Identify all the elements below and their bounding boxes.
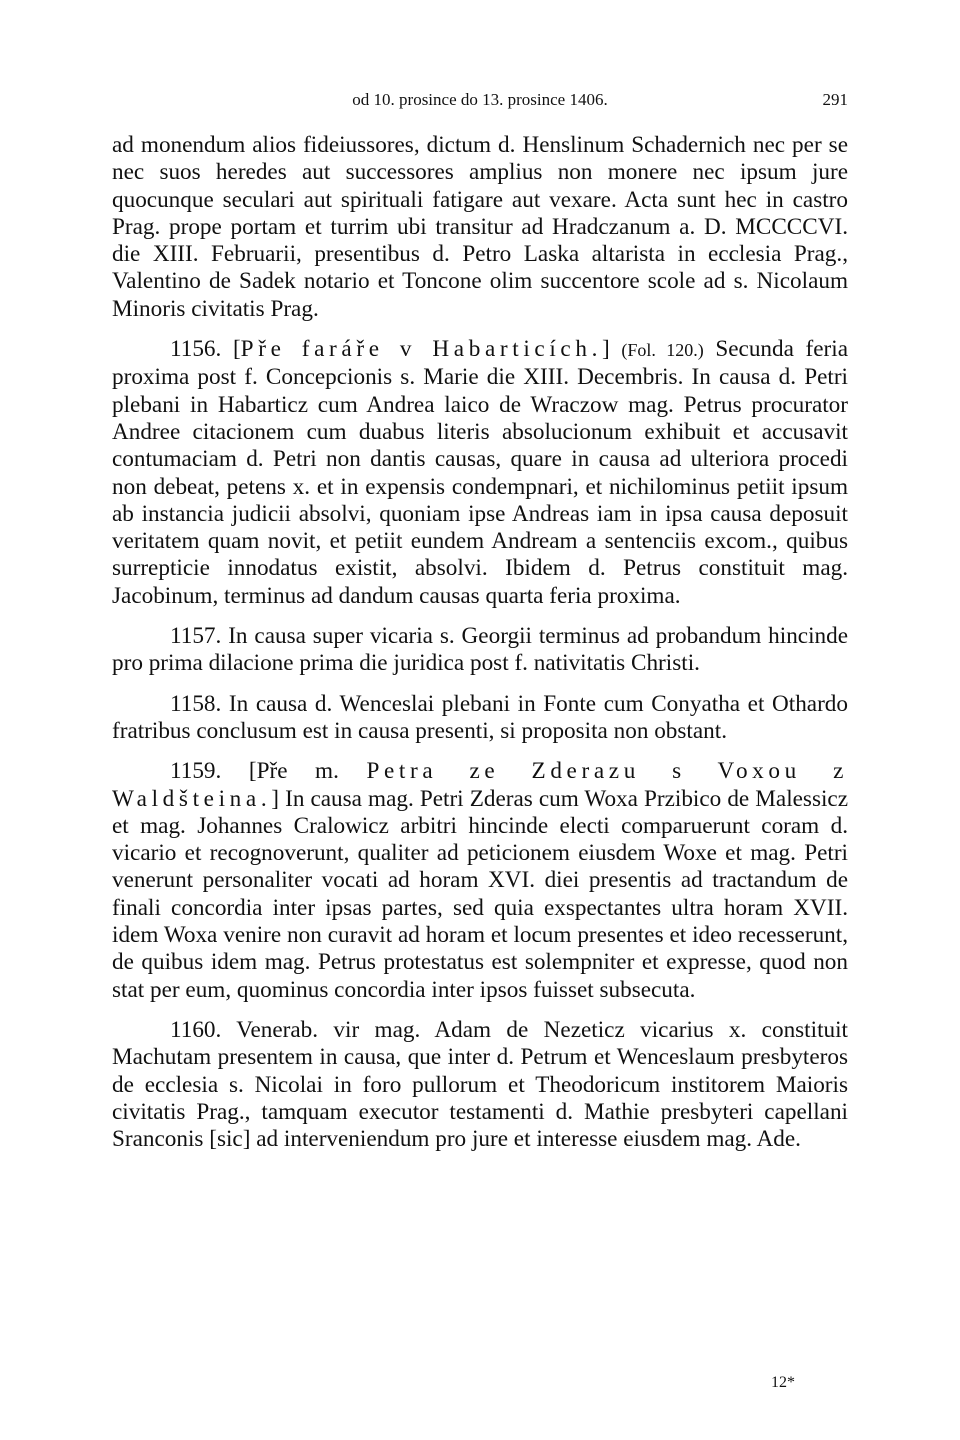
- entry-number: 1157.: [170, 623, 222, 650]
- entry-text: In causa mag. Petri Zderas cum Woxa Przibico de Malessicz et mag. Johannes Cralowicz arbitri hincinde electi comparuerunt coram d. vicario et recognoverunt, qualiter ad peticionem eiusdem Woxe et mag. Petri venerunt personaliter vocati ad horam XVI. diei presentis ad tractandum de finali concordia inter ipsas partes, sed quia exspectantes ultra horam XVII. idem Woxa venire non curavit ad horam et locum presentes et ideo recesserunt, de quibus idem mag. Petrus protestatus est solempniter et expresse, quod non stat per eum, quominus concordia inter ipsos fuisset subsecuta.: [112, 785, 849, 1003]
- entry-number: 1156.: [170, 336, 222, 363]
- folio-reference: (Fol. 120.): [621, 340, 704, 361]
- bracket-close: ]: [602, 336, 610, 363]
- paragraph-text: ad monendum alios fideiussores, dictum d. Henslinum Schadernich nec per se nec suos heredes aut successores amplius non monere nec ipsum jure quocunque seculari aut spirituali fatigare aut vexare. Acta sunt hec in castro Prag. prope portam et turrim ubi transitur ad Hradczanum a. D. MCCCCVI. die XIII. Februarii, presentibus d. Petro Laska altarista in ecclesia Prag., Valentino de Sadek notario et Toncone olim succentore scole ad s. Nicolaum Minoris civitatis Prag.: [112, 132, 848, 322]
- entry-1159: [112, 758, 848, 1004]
- entry-1158: [112, 691, 848, 746]
- page-number: 291: [822, 90, 848, 109]
- bracket-open: [: [248, 758, 257, 785]
- entry-1157: [112, 623, 848, 678]
- running-title: od 10. prosince do 13. prosince 1406.: [352, 90, 608, 109]
- entry-heading-prefix: Pře m.: [256, 758, 339, 785]
- entry-text: In causa d. Wenceslai plebani in Fonte cum Conyatha et Othardo fratribus conclusum est in causa presenti, si proposita non obstant.: [112, 690, 848, 744]
- running-head: [112, 88, 848, 112]
- signature-mark: 12*: [771, 1374, 795, 1391]
- entry-1160: [112, 1017, 848, 1153]
- body-text: [112, 132, 848, 1166]
- entry-text: Venerab. vir mag. Adam de Nezeticz vicarius x. constituit Machutam presentem in causa, que inter d. Petrum et Wenceslaum presbyteros de ecclesia s. Nicolai in foro pullorum et Theodoricum institorem Maioris civitatis Prag., tamquam executor testamenti d. Mathie presbyteri capellani Sranconis [sic] ad interveniendum pro jure et interesse eiusdem mag. Ade.: [112, 1016, 848, 1153]
- entry-1156: [112, 336, 848, 610]
- paragraph-continued: [112, 132, 848, 323]
- entry-text: In causa super vicaria s. Georgii terminus ad probandum hincinde pro prima dilacione prima die juridica post f. nativitatis Christi.: [112, 623, 849, 677]
- entry-heading: Petra ze Zderazu s Voxou z Waldšteina.: [112, 758, 849, 812]
- entry-number: 1160.: [170, 1016, 222, 1043]
- bracket-open: [: [232, 336, 241, 363]
- entry-text: Secunda feria proxima post f. Concepcionis s. Marie die XIII. Decembris. In causa d. Petri plebani in Habarticz cum Andrea laico de Wraczow mag. Petrus procurator Andree citacionem cum duabus literis absolucionum exhibuit et accusavit contumaciam d. Petri non dantis causas, quare in causa ad ulteriora procedi non debeat, petens x. et in expensis condempnari, et nichilominus petiit ipsum ab instancia judicii absolvi, quoniam ipse Andreas iam in ipsa causa deposuit veritatem quam novit, et petiit eundem Andream a sentenciis excom., quibus surrepticie innodatus existit, absolvi. Ibidem d. Petrus constituit mag. Jacobinum, terminus ad dandum causas quarta feria proxima.: [112, 336, 848, 609]
- entry-heading: Pře faráře v Habarticích.: [240, 336, 603, 363]
- entry-number: 1158.: [170, 690, 222, 717]
- entry-number: 1159.: [170, 758, 222, 785]
- bracket-close: ]: [271, 785, 280, 812]
